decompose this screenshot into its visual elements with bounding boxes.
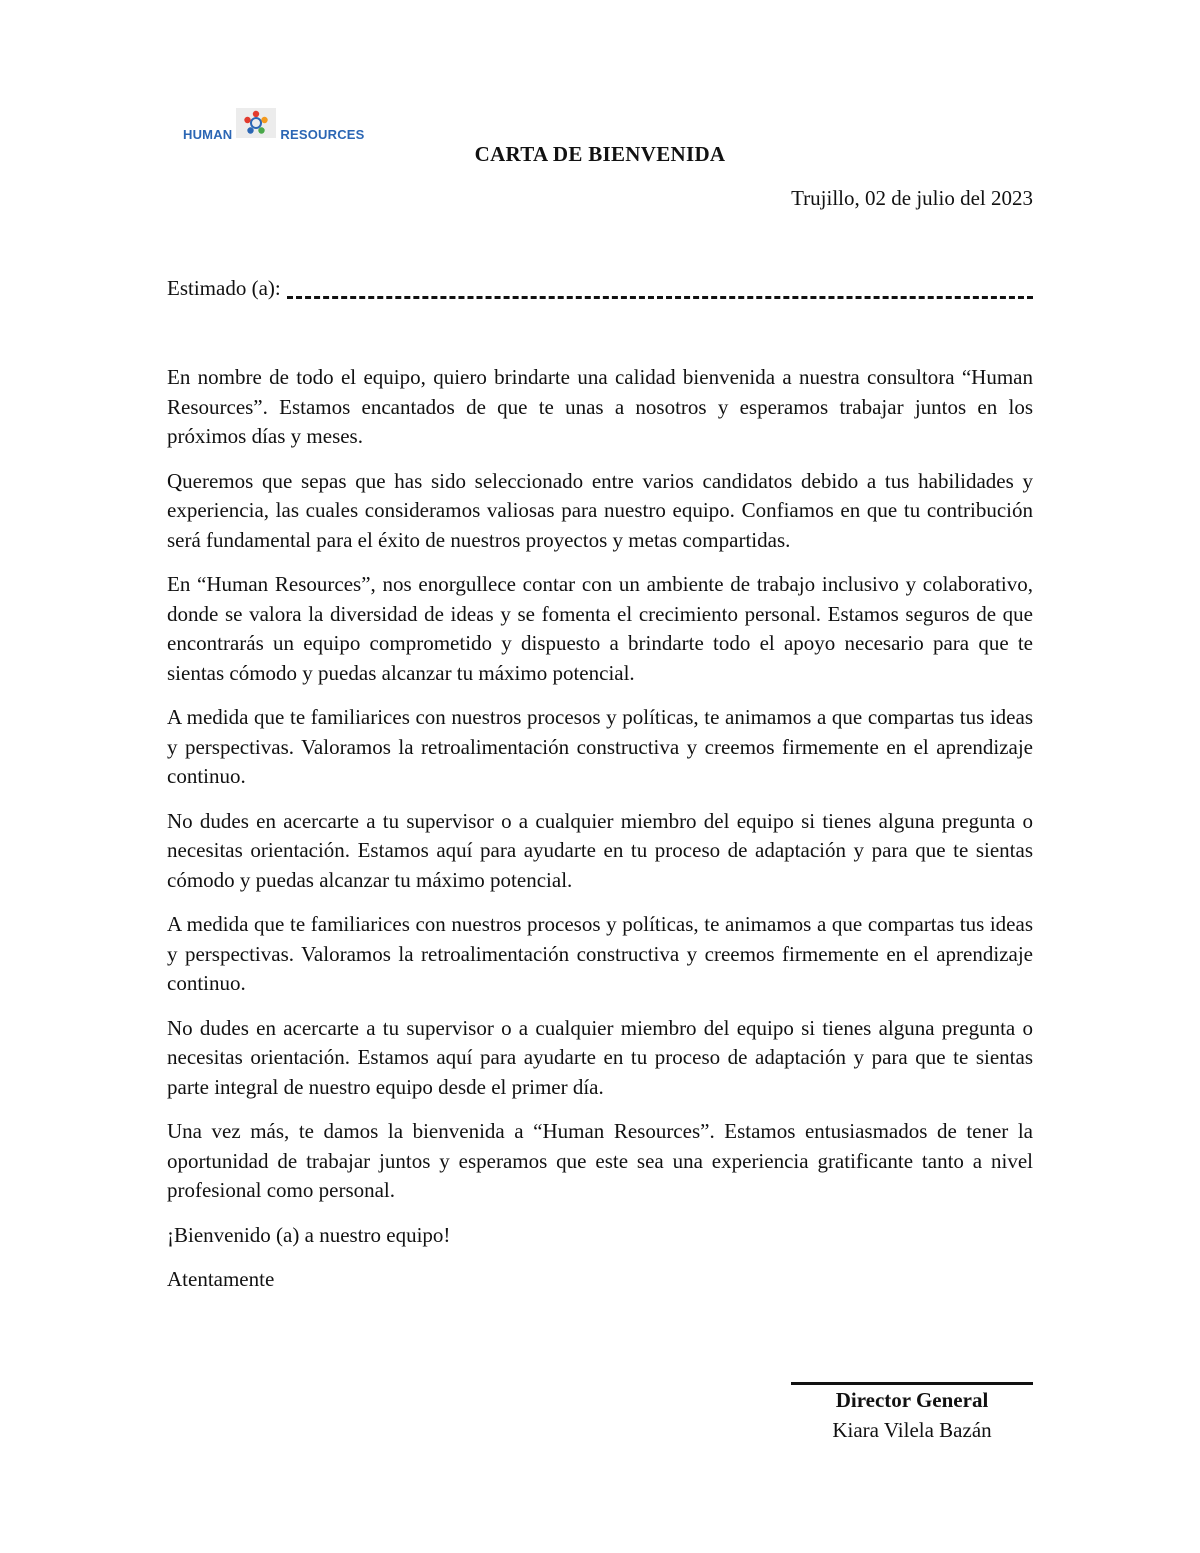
logo-emblem-icon <box>236 108 276 138</box>
letter-date: Trujillo, 02 de julio del 2023 <box>791 186 1033 210</box>
logo-left-word: HUMAN <box>183 127 233 142</box>
welcome-line: ¡Bienvenido (a) a nuestro equipo! <box>167 1222 451 1247</box>
greeting-label: Estimado (a): <box>167 276 281 300</box>
letter-title: CARTA DE BIENVENIDA <box>474 142 726 166</box>
recipient-blank-line <box>287 296 1033 299</box>
signature-name: Kiara Vilela Bazán <box>832 1418 992 1442</box>
paragraph-4: A medida que te familiarices con nuestros procesos y políticas, te animamos a que compartas tus ideas y perspectivas. Valoramos la retroalimentación constructiva y creemos firmemente en el aprendizaje continuo. <box>167 705 1033 788</box>
signature-line <box>791 1382 1033 1385</box>
signature-role: Director General <box>835 1388 989 1412</box>
paragraph-8: Una vez más, te damos la bienvenida a “Human Resources”. Estamos entusiasmados de tener la oportunidad de trabajar juntos y esperamos que este sea una experiencia gratificante tanto a nivel profesional como personal. <box>167 1119 1033 1202</box>
paragraph-3: En “Human Resources”, nos enorgullece contar con un ambiente de trabajo inclusivo y colaborativo, donde se valora la diversidad de ideas y se fomenta el crecimiento personal. Estamos seguros de que encontrarás un equipo comprometido y dispuesto a brindarte todo el apoyo necesario para que te sientas cómodo y puedas alcanzar tu máximo potencial. <box>167 572 1033 685</box>
paragraph-7: No dudes en acercarte a tu supervisor o a cualquier miembro del equipo si tienes alguna pregunta o necesitas orientación. Estamos aquí para ayudarte en tu proceso de adaptación y para que te sientas parte integral de nuestro equipo desde el primer día. <box>167 1015 1033 1099</box>
greeting-line <box>167 276 1033 301</box>
paragraph-2: Queremos que sepas que has sido seleccionado entre varios candidatos debido a tus habilidades y experiencia, las cuales consideramos valiosas para nuestro equipo. Confiamos en que tu contribución será fundamental para el éxito de nuestros proyectos y metas compartidas. <box>167 468 1033 552</box>
paragraph-6: A medida que te familiarices con nuestros procesos y políticas, te animamos a que compartas tus ideas y perspectivas. Valoramos la retroalimentación constructiva y creemos firmemente en el aprendizaje continuo. <box>167 912 1033 995</box>
closing-line: Atentamente <box>167 1267 275 1291</box>
logo-right-word: RESOURCES <box>280 127 365 142</box>
paragraph-5: No dudes en acercarte a tu supervisor o a cualquier miembro del equipo si tienes alguna pregunta o necesitas orientación. Estamos aquí para ayudarte en tu proceso de adaptación y para que te sientas cómodo y puedas alcanzar tu máximo potencial. <box>167 808 1033 892</box>
letter-body <box>167 363 1033 1310</box>
paragraph-1: En nombre de todo el equipo, quiero brindarte una calidad bienvenida a nuestra consultora “Human Resources”. Estamos encantados de que te unas a nosotros y esperamos trabajar juntos en los próximos días y meses. <box>167 365 1033 448</box>
company-logo <box>183 112 365 142</box>
